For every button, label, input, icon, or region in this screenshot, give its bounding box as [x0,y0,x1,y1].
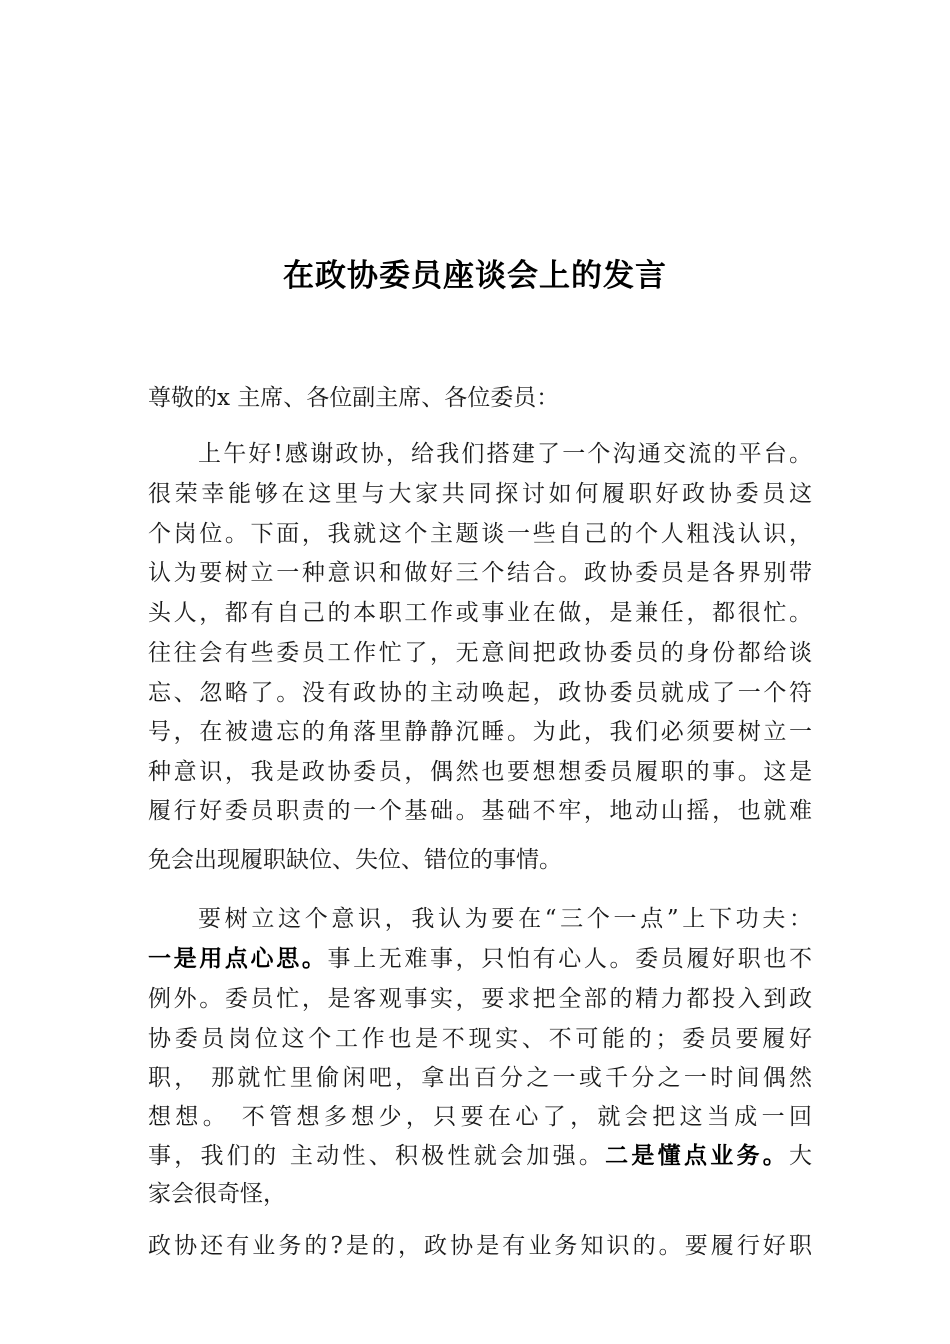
paragraph-2-line [148,1139,812,1173]
paragraph-1-line: 忘、忽略了。没有政协的主动唤起，政协委员就成了一个符 [148,680,812,706]
paragraph-1-line: 种意识，我是政协委员，偶然也要想想委员履职的事。这是 [148,759,812,785]
point-one-heading: 一是用点心思。 [148,946,328,972]
paragraph-1-line: 号，在被遗忘的角落里静静沉睡。为此，我们必须要树立一 [148,719,812,745]
paragraph-1-line: 头人，都有自己的本职工作或事业在做，是兼任，都很忙。 [148,600,812,626]
paragraph-2-line: 例外。委员忙，是客观事实，要求把全部的精力都投入到政 [148,986,812,1012]
paragraph-2-line: 政协还有业务的?是的，政协是有业务知识的。要履行好职 [148,1233,812,1259]
paragraph-2-text: 事上无难事，只怕有心人。委员履好职也不 [327,946,813,972]
paragraph-2-text: 大 [789,1143,813,1169]
paragraph-2-line: 要树立这个意识，我认为要在“三个一点”上下功夫： [198,906,812,932]
paragraph-1-line: 认为要树立一种意识和做好三个结合。政协委员是各界别带 [148,560,812,586]
paragraph-2-line: 想想。 不管想多想少，只要在心了，就会把这当成一回 [148,1104,812,1130]
paragraph-1-line: 往往会有些委员工作忙了，无意间把政协委员的身份都给谈 [148,640,812,666]
paragraph-1-line: 履行好委员职责的一个基础。基础不牢，地动山摇，也就难 [148,798,812,824]
paragraph-1-line: 个岗位。下面，我就这个主题谈一些自己的个人粗浅认识， [148,521,812,547]
paragraph-1-line: 上午好!感谢政协，给我们搭建了一个沟通交流的平台。 [198,441,812,467]
salutation: 尊敬的x 主席、各位副主席、各位委员： [148,385,560,411]
paragraph-2-line: 家会很奇怪， [148,1181,286,1207]
document-title: 在政协委员座谈会上的发言 [283,258,667,294]
paragraph-2-line [148,942,812,976]
point-two-heading: 二是懂点业务。 [605,1143,790,1169]
paragraph-2-text: 事，我们的 主动性、积极性就会加强。 [148,1143,606,1169]
paragraph-2-line: 职， 那就忙里偷闲吧，拿出百分之一或千分之一时间偶然 [148,1065,812,1091]
paragraph-1-line: 免会出现履职缺位、失位、错位的事情。 [148,847,562,873]
paragraph-1-line: 很荣幸能够在这里与大家共同探讨如何履职好政协委员这 [148,481,812,507]
paragraph-2-line: 协委员岗位这个工作也是不现实、不可能的；委员要履好 [148,1026,812,1052]
